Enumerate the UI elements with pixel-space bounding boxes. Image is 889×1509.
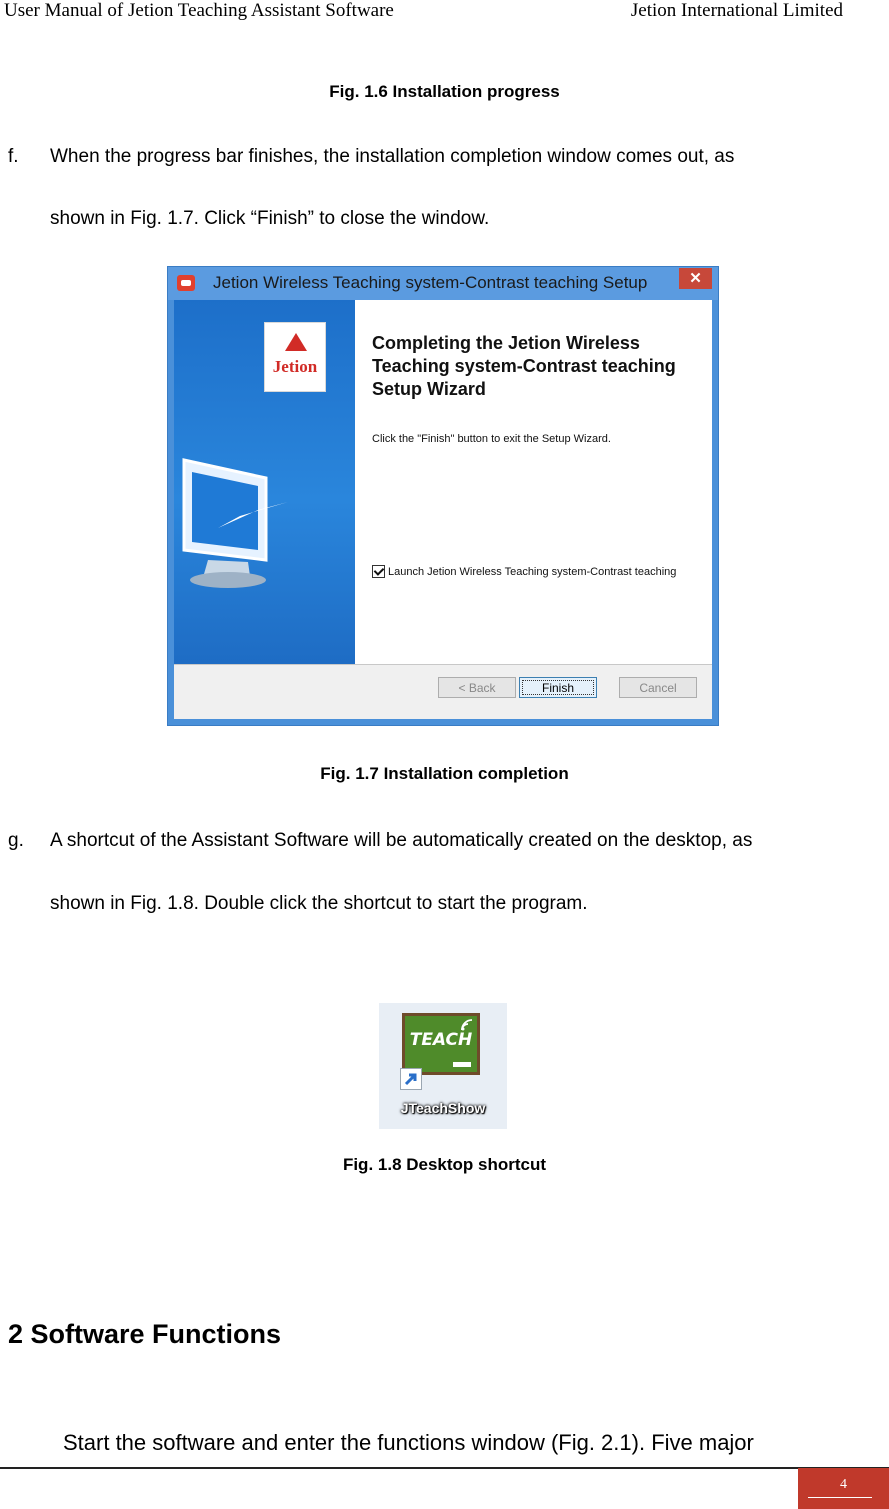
step-f-line-2: shown in Fig. 1.7. Click “Finish” to close the window. [50, 208, 490, 229]
jetion-logo-text: Jetion [272, 357, 318, 376]
running-header-company: Jetion International Limited [630, 0, 843, 21]
window-client-area [174, 300, 712, 719]
window-titlebar [168, 267, 718, 300]
eraser-icon [453, 1062, 471, 1067]
wizard-heading: Completing the Jetion Wireless Teaching system-Contrast teaching Setup Wizard [372, 333, 676, 399]
monitor-icon [178, 450, 288, 590]
running-header-title: User Manual of Jetion Teaching Assistant Software [4, 0, 394, 21]
app-icon [177, 275, 195, 291]
step-g-line-1: A shortcut of the Assistant Software will be automatically created on the desktop, as [50, 830, 753, 851]
figure-caption-1-8: Fig. 1.8 Desktop shortcut [342, 1155, 547, 1174]
jetion-logo [264, 322, 326, 392]
chalkboard-icon [402, 1013, 480, 1075]
step-g-line-2: shown in Fig. 1.8. Double click the shortcut to start the program. [50, 893, 588, 914]
shortcut-label: JTeachShow [400, 1100, 486, 1116]
launch-checkbox-label: Launch Jetion Wireless Teaching system-Contrast teaching [388, 565, 677, 578]
shortcut-arrow-icon [400, 1068, 422, 1090]
jetion-logo-icon [285, 333, 307, 351]
figure-caption-1-7: Fig. 1.7 Installation completion [320, 764, 569, 783]
section-heading: 2 Software Functions [8, 1319, 282, 1349]
cancel-button[interactable]: Cancel [619, 677, 697, 698]
step-f-line-1: When the progress bar finishes, the installation completion window comes out, as [50, 146, 735, 167]
close-icon: ✕ [689, 270, 702, 287]
window-title: Jetion Wireless Teaching system-Contrast teaching Setup [213, 273, 648, 292]
board-text: TEACH [409, 1030, 473, 1050]
section-body-text: Start the software and enter the functions window (Fig. 2.1). Five major [63, 1430, 754, 1455]
launch-checkbox-row[interactable] [372, 563, 676, 581]
wizard-sidebar-banner [174, 300, 355, 664]
footer-rule [0, 1467, 889, 1469]
back-button[interactable]: < Back [438, 677, 516, 698]
launch-checkbox[interactable] [372, 565, 385, 578]
page-number-box [798, 1468, 889, 1509]
step-marker-f: f. [8, 146, 19, 167]
wizard-button-bar [174, 665, 712, 719]
page-number-underline [808, 1497, 872, 1498]
setup-wizard-window [167, 266, 719, 726]
figure-caption-1-6: Fig. 1.6 Installation progress [329, 82, 560, 101]
jteachshow-shortcut[interactable] [379, 1003, 507, 1129]
close-button[interactable] [679, 268, 712, 289]
wireless-icon [460, 1018, 474, 1032]
wizard-main-panel [355, 300, 712, 664]
step-marker-g: g. [8, 830, 24, 851]
finish-button[interactable]: Finish [519, 677, 597, 698]
page-number: 4 [840, 1477, 847, 1492]
wizard-instruction: Click the "Finish" button to exit the Setup Wizard. [372, 433, 611, 445]
